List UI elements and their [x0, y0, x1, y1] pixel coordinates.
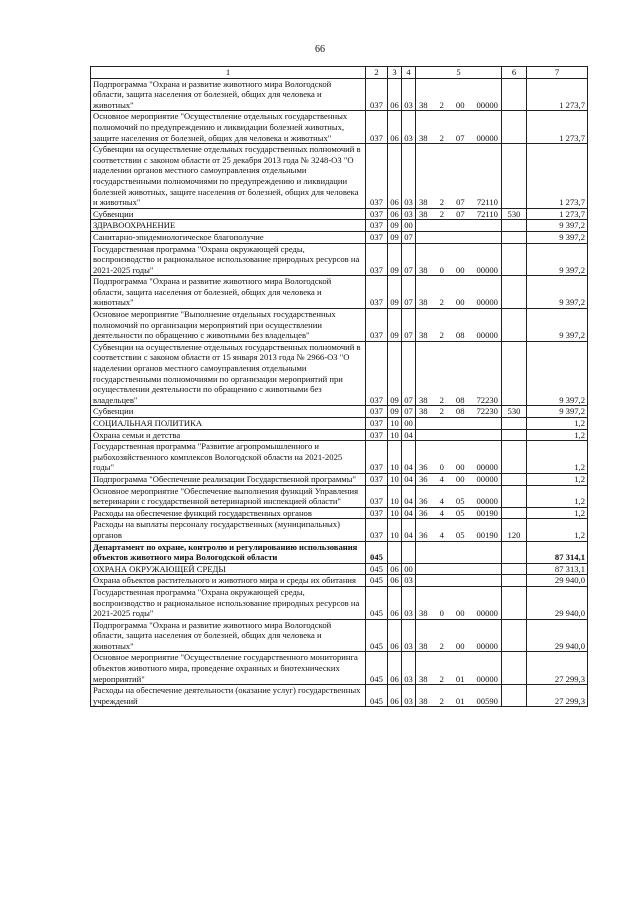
- csr-program: 38: [419, 264, 428, 275]
- row-name: Расходы на выплаты персоналу государственных (муниципальных) органов: [91, 519, 366, 541]
- section-code: 10: [388, 519, 402, 541]
- ved-code: 037: [366, 309, 388, 342]
- csr-subprogram: 2: [439, 394, 444, 405]
- ved-code: 045: [366, 541, 388, 563]
- csr-event: 00: [455, 608, 465, 619]
- subsection-code: 07: [402, 309, 416, 342]
- section-code: 09: [388, 309, 402, 342]
- subsection-code: 03: [402, 575, 416, 587]
- ved-code: 037: [366, 418, 388, 430]
- row-name: ОХРАНА ОКРУЖАЮЩЕЙ СРЕДЫ: [91, 563, 366, 575]
- ved-code: 037: [366, 111, 388, 144]
- target-article-code: [416, 575, 502, 587]
- csr-event: 00: [455, 99, 465, 110]
- row-name: Основное мероприятие "Осуществление государственного мониторинга объектов животного мира, проведение охранных и биотехнических мероприятий": [91, 652, 366, 685]
- csr-program: 38: [419, 197, 428, 208]
- expense-type-code: [502, 575, 527, 587]
- row-name: Расходы на обеспечение деятельности (оказание услуг) государственных учреждений: [91, 685, 366, 707]
- row-name: Государственная программа "Охрана окружающей среды, воспроизводство и рациональное использование природных ресурсов на 2021-2025 годы": [91, 586, 366, 619]
- csr-direction: 72110: [476, 197, 498, 208]
- row-name: Государственная программа "Охрана окружающей среды, воспроизводство и рациональное использование природных ресурсов на 2021-2025 годы": [91, 243, 366, 276]
- csr-event: 00: [455, 297, 465, 308]
- target-article-code: [416, 519, 502, 541]
- section-code: 06: [388, 111, 402, 144]
- expense-type-code: [502, 429, 527, 441]
- ved-code: 037: [366, 429, 388, 441]
- row-name: Субвенции на осуществление отдельных государственных полномочий в соответствии с законом области от 15 января 2013 года № 2966-ОЗ "О наделении органов местного самоуправления отдельными государственными полномочиями по организации мероприятий при осуществлении деятельности по обращению с животными без владельцев": [91, 341, 366, 406]
- expense-type-code: [502, 276, 527, 309]
- target-article-code: [416, 309, 502, 342]
- csr-direction: 00000: [476, 640, 498, 651]
- csr-event: 00: [455, 462, 465, 473]
- csr-direction: 00000: [476, 132, 498, 143]
- csr-subprogram: 2: [439, 297, 444, 308]
- expense-type-code: [502, 685, 527, 707]
- csr-program: 36: [419, 507, 428, 518]
- amount: 9 397,2: [527, 341, 588, 406]
- expense-type-code: [502, 563, 527, 575]
- amount: 1,2: [527, 473, 588, 485]
- table-row: [91, 563, 588, 575]
- csr-direction: 72110: [476, 208, 498, 219]
- ved-code: 045: [366, 586, 388, 619]
- csr-direction: 00000: [476, 462, 498, 473]
- row-name: Государственная программа "Развитие агропромышленного и рыбохозяйственного комплексов Вологодской области на 2021-2025 годы": [91, 441, 366, 474]
- subsection-code: 03: [402, 78, 416, 111]
- row-name: Подпрограмма "Охрана и развитие животного мира Вологодской области, защита населения от болезней, общих для человека и животных": [91, 78, 366, 111]
- section-code: 10: [388, 441, 402, 474]
- csr-event: 07: [456, 197, 465, 208]
- csr-program: 38: [419, 394, 428, 405]
- csr-program: 38: [419, 330, 428, 341]
- row-name: Субвенции: [91, 208, 366, 220]
- csr-subprogram: 2: [439, 197, 444, 208]
- target-article-code: [416, 418, 502, 430]
- expense-type-code: 120: [502, 519, 527, 541]
- amount: 27 299,3: [527, 652, 588, 685]
- csr-subprogram: 2: [439, 330, 444, 341]
- subsection-code: 04: [402, 519, 416, 541]
- table-row: [91, 485, 588, 507]
- csr-program: 38: [419, 132, 428, 143]
- section-code: 09: [388, 243, 402, 276]
- csr-direction: 00590: [476, 695, 498, 706]
- section-code: 09: [388, 231, 402, 243]
- csr-program: 38: [419, 695, 428, 706]
- row-name: Охрана объектов растительного и животного мира и среды их обитания: [91, 575, 366, 587]
- subsection-code: 00: [402, 220, 416, 232]
- amount: 1,2: [527, 418, 588, 430]
- table-row: [91, 276, 588, 309]
- row-name: Департамент по охране, контролю и регулированию использования объектов животного мира Вологодской области: [91, 541, 366, 563]
- subsection-code: 07: [402, 406, 416, 418]
- csr-program: 38: [419, 673, 428, 684]
- section-code: 10: [388, 485, 402, 507]
- csr-subprogram: 0: [439, 264, 444, 275]
- row-name: Санитарно-эпидемиологическое благополучие: [91, 231, 366, 243]
- amount: 1 273,7: [527, 144, 588, 209]
- amount: 1,2: [527, 519, 588, 541]
- section-code: 06: [388, 144, 402, 209]
- subsection-code: 07: [402, 243, 416, 276]
- ved-code: 037: [366, 220, 388, 232]
- target-article-code: [416, 341, 502, 406]
- expense-type-code: [502, 341, 527, 406]
- subsection-code: 03: [402, 619, 416, 652]
- section-code: 06: [388, 685, 402, 707]
- ved-code: 037: [366, 208, 388, 220]
- target-article-code: [416, 144, 502, 209]
- expense-type-code: [502, 652, 527, 685]
- section-code: 10: [388, 429, 402, 441]
- csr-event: 05: [455, 529, 465, 540]
- csr-direction: 00000: [476, 673, 498, 684]
- target-article-code: [416, 406, 502, 418]
- table-row: [91, 441, 588, 474]
- csr-subprogram: 0: [439, 462, 444, 473]
- csr-program: 36: [419, 496, 428, 507]
- section-code: 06: [388, 619, 402, 652]
- csr-subprogram: 2: [439, 640, 444, 651]
- header-cell: 3: [388, 67, 402, 79]
- row-name: СОЦИАЛЬНАЯ ПОЛИТИКА: [91, 418, 366, 430]
- amount: 1,2: [527, 441, 588, 474]
- csr-program: 38: [419, 297, 428, 308]
- amount: 27 299,3: [527, 685, 588, 707]
- section-code: 10: [388, 418, 402, 430]
- csr-direction: 00000: [476, 99, 498, 110]
- subsection-code: 04: [402, 485, 416, 507]
- amount: 29 940,0: [527, 575, 588, 587]
- table-row: [91, 231, 588, 243]
- amount: 9 397,2: [527, 243, 588, 276]
- table-row: [91, 144, 588, 209]
- csr-event: 08: [455, 406, 465, 417]
- expense-type-code: [502, 111, 527, 144]
- csr-program: 38: [419, 608, 428, 619]
- table-row: [91, 243, 588, 276]
- table-row: [91, 406, 588, 418]
- ved-code: 037: [366, 243, 388, 276]
- subsection-code: 03: [402, 685, 416, 707]
- target-article-code: [416, 441, 502, 474]
- csr-event: 07: [456, 208, 465, 219]
- table-row: [91, 519, 588, 541]
- ved-code: 037: [366, 406, 388, 418]
- csr-event: 00: [455, 264, 465, 275]
- section-code: 06: [388, 563, 402, 575]
- table-row: [91, 220, 588, 232]
- amount: 1 273,7: [527, 208, 588, 220]
- csr-subprogram: 4: [439, 507, 444, 518]
- target-article-code: [416, 563, 502, 575]
- csr-program: 38: [419, 406, 428, 417]
- csr-direction: 00000: [476, 496, 498, 507]
- section-code: 06: [388, 78, 402, 111]
- ved-code: 045: [366, 619, 388, 652]
- csr-event: 05: [455, 496, 465, 507]
- ved-code: 045: [366, 685, 388, 707]
- expense-type-code: [502, 586, 527, 619]
- table-row: [91, 78, 588, 111]
- ved-code: 037: [366, 473, 388, 485]
- header-cell: 1: [91, 67, 366, 79]
- csr-event: 00: [455, 473, 465, 484]
- ved-code: 037: [366, 507, 388, 519]
- expense-type-code: [502, 78, 527, 111]
- expense-type-code: [502, 309, 527, 342]
- subsection-code: 07: [402, 276, 416, 309]
- amount: 1,2: [527, 485, 588, 507]
- section-code: 09: [388, 220, 402, 232]
- csr-program: 38: [419, 208, 428, 219]
- expense-type-code: [502, 507, 527, 519]
- row-name: Основное мероприятие "Выполнение отдельных государственных полномочий по организации мероприятий при осуществлении деятельности по обращению с животными без владельцев": [91, 309, 366, 342]
- section-code: [388, 541, 402, 563]
- target-article-code: [416, 276, 502, 309]
- row-name: Подпрограмма "Охрана и развитие животного мира Вологодской области, защита населения от болезней, общих для человека и животных": [91, 276, 366, 309]
- csr-subprogram: 2: [439, 208, 444, 219]
- csr-event: 00: [455, 640, 465, 651]
- target-article-code: [416, 485, 502, 507]
- expense-type-code: [502, 243, 527, 276]
- row-name: Субвенции на осуществление отдельных государственных полномочий в соответствии с законом области от 25 декабря 2013 года № 3248-ОЗ "О наделении органов местного самоуправления отдельными государственными полномочиями по предупреждению и ликвидации болезней животных, защите населения от болезней, общих для человека и животных": [91, 144, 366, 209]
- target-article-code: [416, 111, 502, 144]
- ved-code: 045: [366, 563, 388, 575]
- subsection-code: 03: [402, 208, 416, 220]
- amount: 1 273,7: [527, 78, 588, 111]
- target-article-code: [416, 586, 502, 619]
- subsection-code: 04: [402, 507, 416, 519]
- table-row: [91, 575, 588, 587]
- csr-subprogram: 2: [439, 132, 444, 143]
- amount: 9 397,2: [527, 276, 588, 309]
- table-row: [91, 586, 588, 619]
- csr-direction: 00190: [476, 507, 498, 518]
- table-row: [91, 208, 588, 220]
- csr-subprogram: 2: [439, 99, 444, 110]
- amount: 87 314,1: [527, 541, 588, 563]
- expense-type-code: [502, 220, 527, 232]
- csr-subprogram: 2: [439, 406, 444, 417]
- target-article-code: [416, 231, 502, 243]
- expense-type-code: [502, 619, 527, 652]
- expense-type-code: [502, 441, 527, 474]
- expense-type-code: [502, 418, 527, 430]
- header-row: [91, 67, 588, 79]
- expense-type-code: 530: [502, 406, 527, 418]
- subsection-code: 03: [402, 111, 416, 144]
- subsection-code: 03: [402, 144, 416, 209]
- ved-code: 037: [366, 341, 388, 406]
- csr-direction: 00000: [476, 330, 498, 341]
- ved-code: 037: [366, 276, 388, 309]
- csr-event: 01: [455, 695, 465, 706]
- table-row: [91, 418, 588, 430]
- header-cell: 2: [366, 67, 388, 79]
- target-article-code: [416, 78, 502, 111]
- expense-type-code: [502, 231, 527, 243]
- header-cell: 7: [527, 67, 588, 79]
- csr-event: 08: [455, 330, 465, 341]
- subsection-code: 07: [402, 341, 416, 406]
- amount: 29 940,0: [527, 619, 588, 652]
- csr-program: 36: [419, 473, 428, 484]
- row-name: Расходы на обеспечение функций государственных органов: [91, 507, 366, 519]
- section-code: 06: [388, 208, 402, 220]
- section-code: 06: [388, 586, 402, 619]
- target-article-code: [416, 429, 502, 441]
- ved-code: 037: [366, 78, 388, 111]
- expense-type-code: [502, 473, 527, 485]
- ved-code: 037: [366, 485, 388, 507]
- target-article-code: [416, 208, 502, 220]
- amount: 29 940,0: [527, 586, 588, 619]
- subsection-code: 04: [402, 473, 416, 485]
- row-name: Основное мероприятие "Осуществление отдельных государственных полномочий по предупреждению и ликвидации болезней животных, защите населения от болезней, общих для человека и животных": [91, 111, 366, 144]
- table-row: [91, 341, 588, 406]
- csr-program: 36: [419, 529, 428, 540]
- table-row: [91, 685, 588, 707]
- csr-program: 38: [419, 99, 428, 110]
- header-cell: 5: [416, 67, 502, 79]
- ved-code: 037: [366, 231, 388, 243]
- amount: 1,2: [527, 507, 588, 519]
- table-row: [91, 507, 588, 519]
- csr-direction: 72230: [476, 394, 498, 405]
- ved-code: 045: [366, 575, 388, 587]
- section-code: 10: [388, 473, 402, 485]
- subsection-code: 04: [402, 429, 416, 441]
- target-article-code: [416, 619, 502, 652]
- subsection-code: 00: [402, 563, 416, 575]
- row-name: Подпрограмма "Охрана и развитие животного мира Вологодской области, защита населения от болезней, общих для человека и животных": [91, 619, 366, 652]
- csr-subprogram: 2: [439, 695, 444, 706]
- table-row: [91, 619, 588, 652]
- csr-direction: 00190: [476, 529, 498, 540]
- csr-event: 07: [455, 132, 465, 143]
- subsection-code: 04: [402, 441, 416, 474]
- expense-type-code: [502, 485, 527, 507]
- table-row: [91, 652, 588, 685]
- table-row: [91, 111, 588, 144]
- csr-event: 01: [455, 673, 465, 684]
- header-cell: 4: [402, 67, 416, 79]
- csr-direction: 72230: [476, 406, 498, 417]
- row-name: Основное мероприятие "Обеспечение выполнения функций Управления ветеринарии с государственной ветеринарной инспекцией области": [91, 485, 366, 507]
- csr-subprogram: 4: [439, 529, 444, 540]
- target-article-code: [416, 685, 502, 707]
- row-name: Субвенции: [91, 406, 366, 418]
- subsection-code: 00: [402, 418, 416, 430]
- section-code: 06: [388, 652, 402, 685]
- row-name: Охрана семьи и детства: [91, 429, 366, 441]
- subsection-code: [402, 541, 416, 563]
- csr-program: 36: [419, 462, 428, 473]
- ved-code: 037: [366, 144, 388, 209]
- section-code: 10: [388, 507, 402, 519]
- budget-table: [90, 66, 588, 707]
- target-article-code: [416, 507, 502, 519]
- expense-type-code: [502, 541, 527, 563]
- csr-direction: 00000: [476, 608, 498, 619]
- target-article-code: [416, 652, 502, 685]
- ved-code: 045: [366, 652, 388, 685]
- table-row: [91, 541, 588, 563]
- amount: 9 397,2: [527, 309, 588, 342]
- amount: 87 313,1: [527, 563, 588, 575]
- amount: 9 397,2: [527, 406, 588, 418]
- page-number: 66: [315, 44, 325, 55]
- subsection-code: 03: [402, 652, 416, 685]
- csr-direction: 00000: [476, 264, 498, 275]
- amount: 1 273,7: [527, 111, 588, 144]
- amount: 9 397,2: [527, 231, 588, 243]
- table-row: [91, 309, 588, 342]
- amount: 9 397,2: [527, 220, 588, 232]
- subsection-code: 03: [402, 586, 416, 619]
- csr-subprogram: 4: [439, 496, 444, 507]
- ved-code: 037: [366, 519, 388, 541]
- target-article-code: [416, 220, 502, 232]
- ved-code: 037: [366, 441, 388, 474]
- csr-subprogram: 2: [439, 673, 444, 684]
- csr-subprogram: 0: [439, 608, 444, 619]
- target-article-code: [416, 473, 502, 485]
- row-name: Подпрограмма "Обеспечение реализации Государственной программы": [91, 473, 366, 485]
- section-code: 09: [388, 406, 402, 418]
- csr-direction: 00000: [476, 473, 498, 484]
- subsection-code: 07: [402, 231, 416, 243]
- header-cell: 6: [502, 67, 527, 79]
- table-row: [91, 473, 588, 485]
- csr-event: 08: [455, 394, 465, 405]
- table-row: [91, 429, 588, 441]
- section-code: 09: [388, 276, 402, 309]
- amount: 1,2: [527, 429, 588, 441]
- section-code: 09: [388, 341, 402, 406]
- expense-type-code: 530: [502, 208, 527, 220]
- csr-event: 05: [455, 507, 465, 518]
- section-code: 06: [388, 575, 402, 587]
- csr-program: 38: [419, 640, 428, 651]
- csr-direction: 00000: [476, 297, 498, 308]
- csr-subprogram: 4: [439, 473, 444, 484]
- row-name: ЗДРАВООХРАНЕНИЕ: [91, 220, 366, 232]
- target-article-code: [416, 243, 502, 276]
- target-article-code: [416, 541, 502, 563]
- expense-type-code: [502, 144, 527, 209]
